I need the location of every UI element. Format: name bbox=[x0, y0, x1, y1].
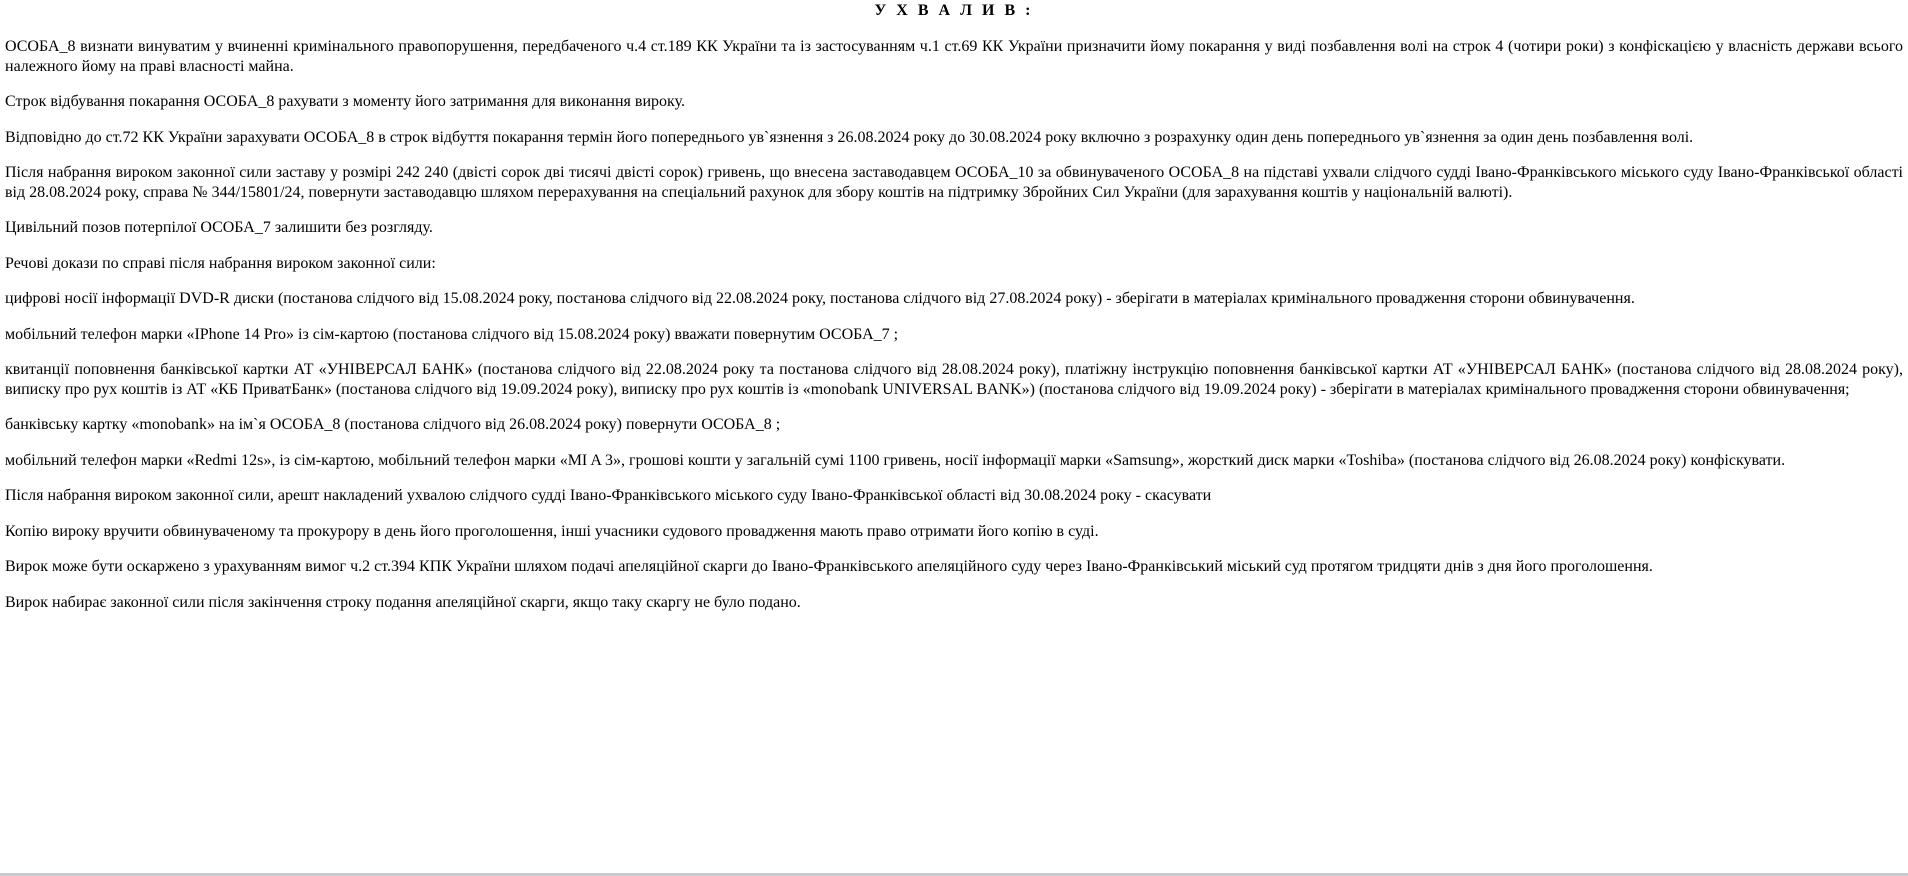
paragraph-evidence-header: Речові докази по справі після набрання вироком законної сили: bbox=[5, 254, 436, 272]
paragraph-entry-into-force: Вирок набирає законної сили після закінчення строку подання апеляційної скарги, якщо таку скаргу не було подано. bbox=[5, 593, 801, 611]
paragraph-sentence-start: Строк відбування покарання ОСОБА_8 рахувати з моменту його затримання для виконання вироку. bbox=[5, 93, 685, 110]
paragraph-detention-credit: Відповідно до ст.72 КК України зарахувати ОСОБА_8 в строк відбуття покарання термін його попереднього ув`язнення з 26.08.2024 року до 30.08.2024 року включно з розрахунку один день попереднього ув`язнення за один день позбавлення волі. bbox=[5, 128, 1694, 146]
resolution-heading: У Х В А Л И В : bbox=[874, 2, 1034, 19]
paragraph-evidence-confiscate: мобільний телефон марки «Redmi 12s», із сім-картою, мобільний телефон марки «MI A 3», грошові кошти у загальній сумі 1100 гривень, носії інформації марки «Samsung», жорсткий диск марки «Toshiba» (постанова слідчого від 26.08.2024 року) конфіскувати. bbox=[5, 451, 1786, 469]
paragraph-arrest-cancel: Після набрання вироком законної сили, арешт накладений ухвалою слідчого судді Івано-Франківського міського суду Івано-Франківської області від 30.08.2024 року - скасувати bbox=[5, 487, 1212, 504]
paragraph-verdict: ОСОБА_8 визнати винуватим у вчиненні кримінального правопорушення, передбаченого ч.4 ст.189 КК України та із застосуванням ч.1 ст.69 КК України призначити йому покарання у виді позбавлення волі на строк 4 (чотири роки) з конфіскацією у власність держави всього належного йому на праві власності майна. bbox=[5, 38, 1903, 75]
paragraph-evidence-iphone: мобільний телефон марки «IPhone 14 Pro» із сім-картою (постанова слідчого від 15.08.2024 року) вважати повернутим ОСОБА_7 ; bbox=[5, 325, 899, 343]
paragraph-evidence-card: банківську картку «monobank» на ім`я ОСОБА_8 (постанова слідчого від 26.08.2024 року) повернути ОСОБА_8 ; bbox=[5, 416, 781, 433]
paragraph-evidence-receipts: квитанції поповнення банківської картки АТ «УНІВЕРСАЛ БАНК» (постанова слідчого від 22.08.2024 року та постанова слідчого від 28.08.2024 року), платіжну інструкцію поповнення банківської картки АТ «УНІВЕРСАЛ БАНК» (постанова слідчого від 28.08.2024 року), виписку про рух коштів із АТ «КБ ПриватБанк» (постанова слідчого від 19.09.2024 року), виписку про рух коштів із «monobank UNIVERSAL BANK») (постанова слідчого від 19.09.2024 року) - зберігати в матеріалах кримінального провадження сторони обвинувачення; bbox=[5, 361, 1903, 398]
paragraph-civil-claim: Цивільний позов потерпілої ОСОБА_7 залишити без розгляду. bbox=[5, 219, 433, 236]
paragraph-copy-delivery: Копію вироку вручити обвинуваченому та прокурору в день його проголошення, інші учасники судового провадження мають право отримати його копію в суді. bbox=[5, 522, 1099, 540]
paragraph-bail: Після набрання вироком законної сили заставу у розмірі 242 240 (двісті сорок дві тисячі двісті сорок) гривень, що внесена заставодавцем ОСОБА_10 за обвинуваченого ОСОБА_8 на підставі ухвали слідчого судді Івано-Франківського міського суду Івано-Франківської області від 28.08.2024 року, справа № 344/15801/24, повернути заставодавцю шляхом перерахування на спеціальний рахунок для збору коштів на підтримку Збройних Сил України (для зарахування коштів у національній валюті). bbox=[5, 164, 1903, 201]
paragraph-appeal: Вирок може бути оскаржено з урахуванням вимог ч.2 ст.394 КПК України шляхом подачі апеляційної скарги до Івано-Франківського апеляційного суду через Івано-Франківський міський суд протягом тридцяти днів з дня його проголошення. bbox=[5, 558, 1653, 575]
paragraph-evidence-dvd: цифрові носії інформації DVD-R диски (постанова слідчого від 15.08.2024 року, постанова слідчого від 22.08.2024 року, постанова слідчого від 27.08.2024 року) - зберігати в матеріалах кримінального провадження сторони обвинувачення. bbox=[5, 290, 1635, 307]
